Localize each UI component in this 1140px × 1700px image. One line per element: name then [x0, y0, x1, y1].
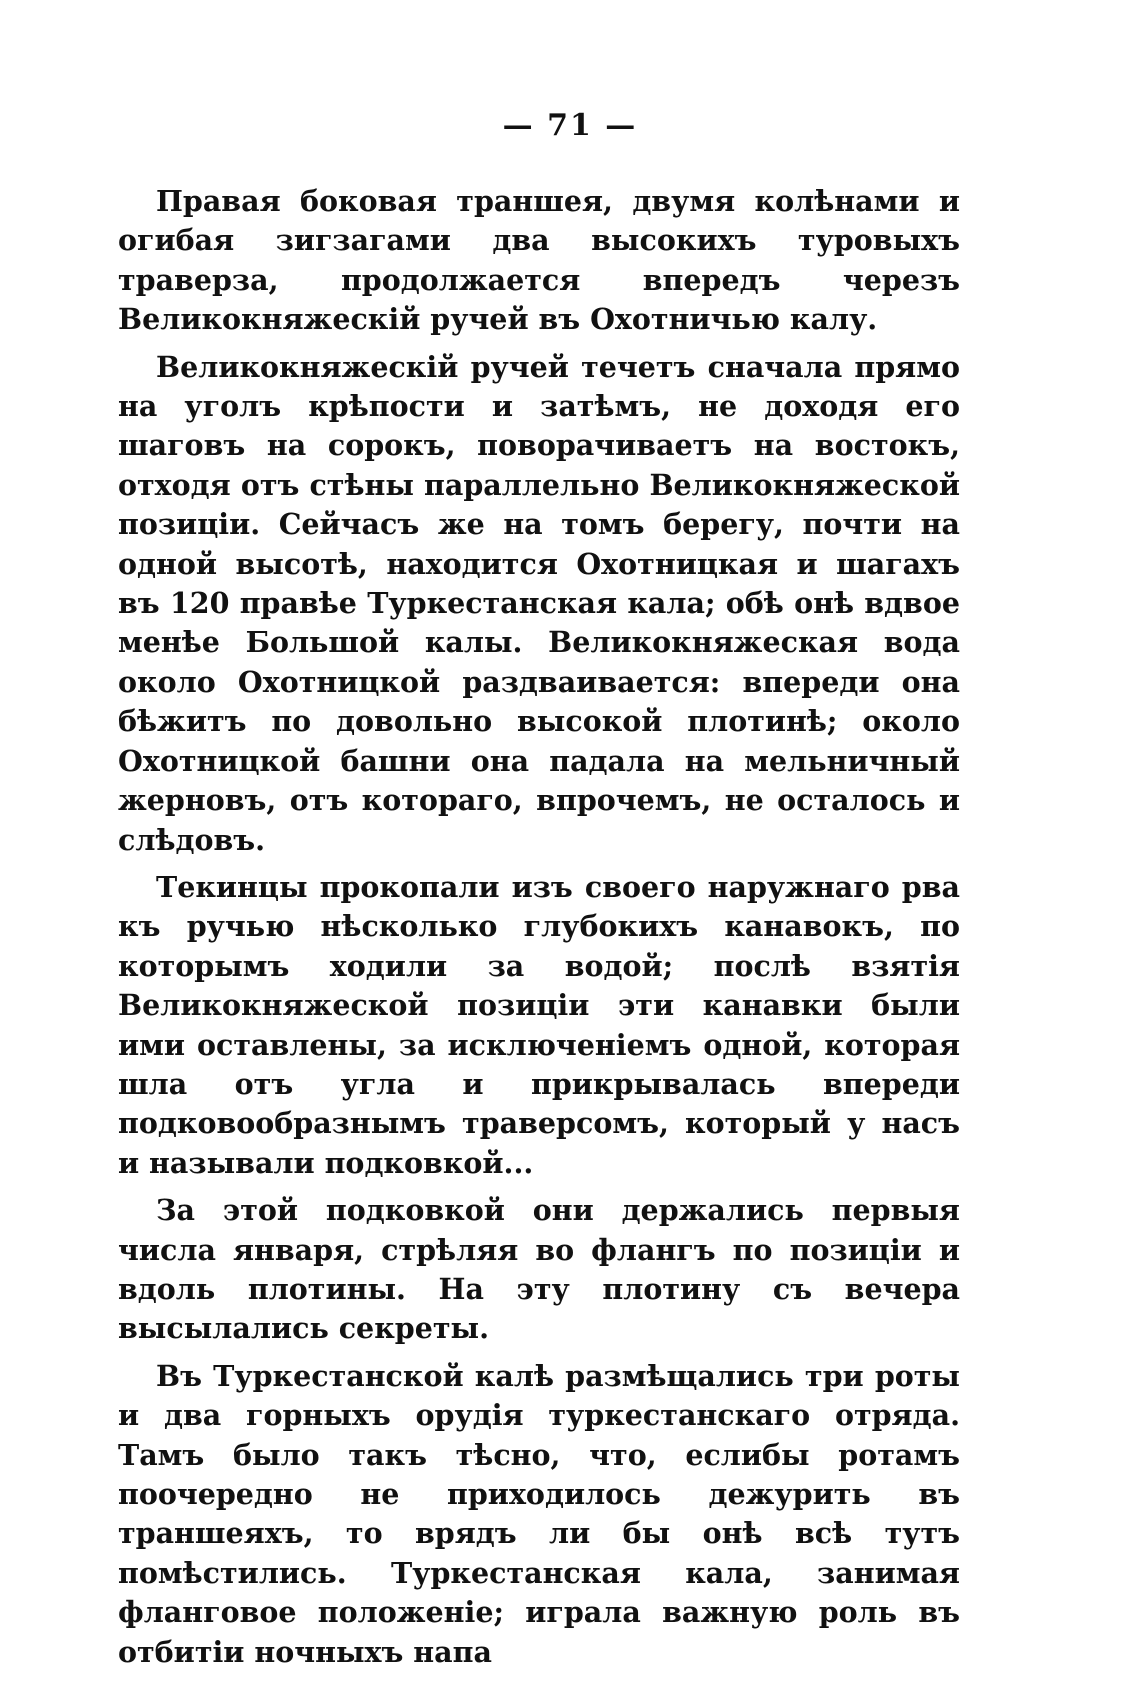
body-text	[118, 182, 960, 1680]
paragraph-4: За этой подковкой они держались первыя числа января, стрѣляя во флангъ по позицiи и вдоль плотины. На эту плотину съ вечера высылались секреты.	[118, 1193, 960, 1346]
page-number: — 71 —	[502, 108, 638, 143]
paragraph-2: Великокняжескiй ручей течетъ сначала прямо на уголъ крѣпости и затѣмъ, не доходя его шаговъ на сорокъ, поворачиваетъ на востокъ, отходя отъ стѣны параллельно Великокняжеской позицiи. Сейчасъ же на томъ берегу, почти на одной высотѣ, находится Охотницкая и шагахъ въ 120 правѣе Туркестанская кала; обѣ онѣ вдвое менѣе Большой калы. Великокняжеская вода около Охотницкой раздваивается: впереди она бѣжитъ по довольно высокой плотинѣ; около Охотницкой башни она падала на мельничный жерновъ, отъ котораго, впрочемъ, не осталось и слѣдовъ.	[118, 349, 960, 857]
paragraph-1: Правая боковая траншея, двумя колѣнами и огибая зигзагами два высокихъ туровыхъ траверза, продолжается впередъ черезъ Великокняжескiй ручей въ Охотничью калу.	[118, 184, 960, 337]
paragraph-5: Въ Туркестанской калѣ размѣщались три роты и два горныхъ орудiя туркестанскаго отряда. Тамъ было такъ тѣсно, что, еслибы ротамъ поочередно не приходилось дежурить въ траншеяхъ, то врядъ ли бы онѣ всѣ тутъ помѣстились. Туркестанская кала, занимая фланговое положенiе; играла важную роль въ отбитiи ночныхъ напа	[118, 1358, 960, 1669]
paragraph-3: Текинцы прокопали изъ своего наружнаго рва къ ручью нѣсколько глубокихъ канавокъ, по которымъ ходили за водой; послѣ взятiя Великокняжеской позицiи эти канавки были ими оставлены, за исключенiемъ одной, которая шла отъ угла и прикрывалась впереди подковообразнымъ траверсомъ, который у насъ и называли подковкой...	[118, 869, 960, 1180]
